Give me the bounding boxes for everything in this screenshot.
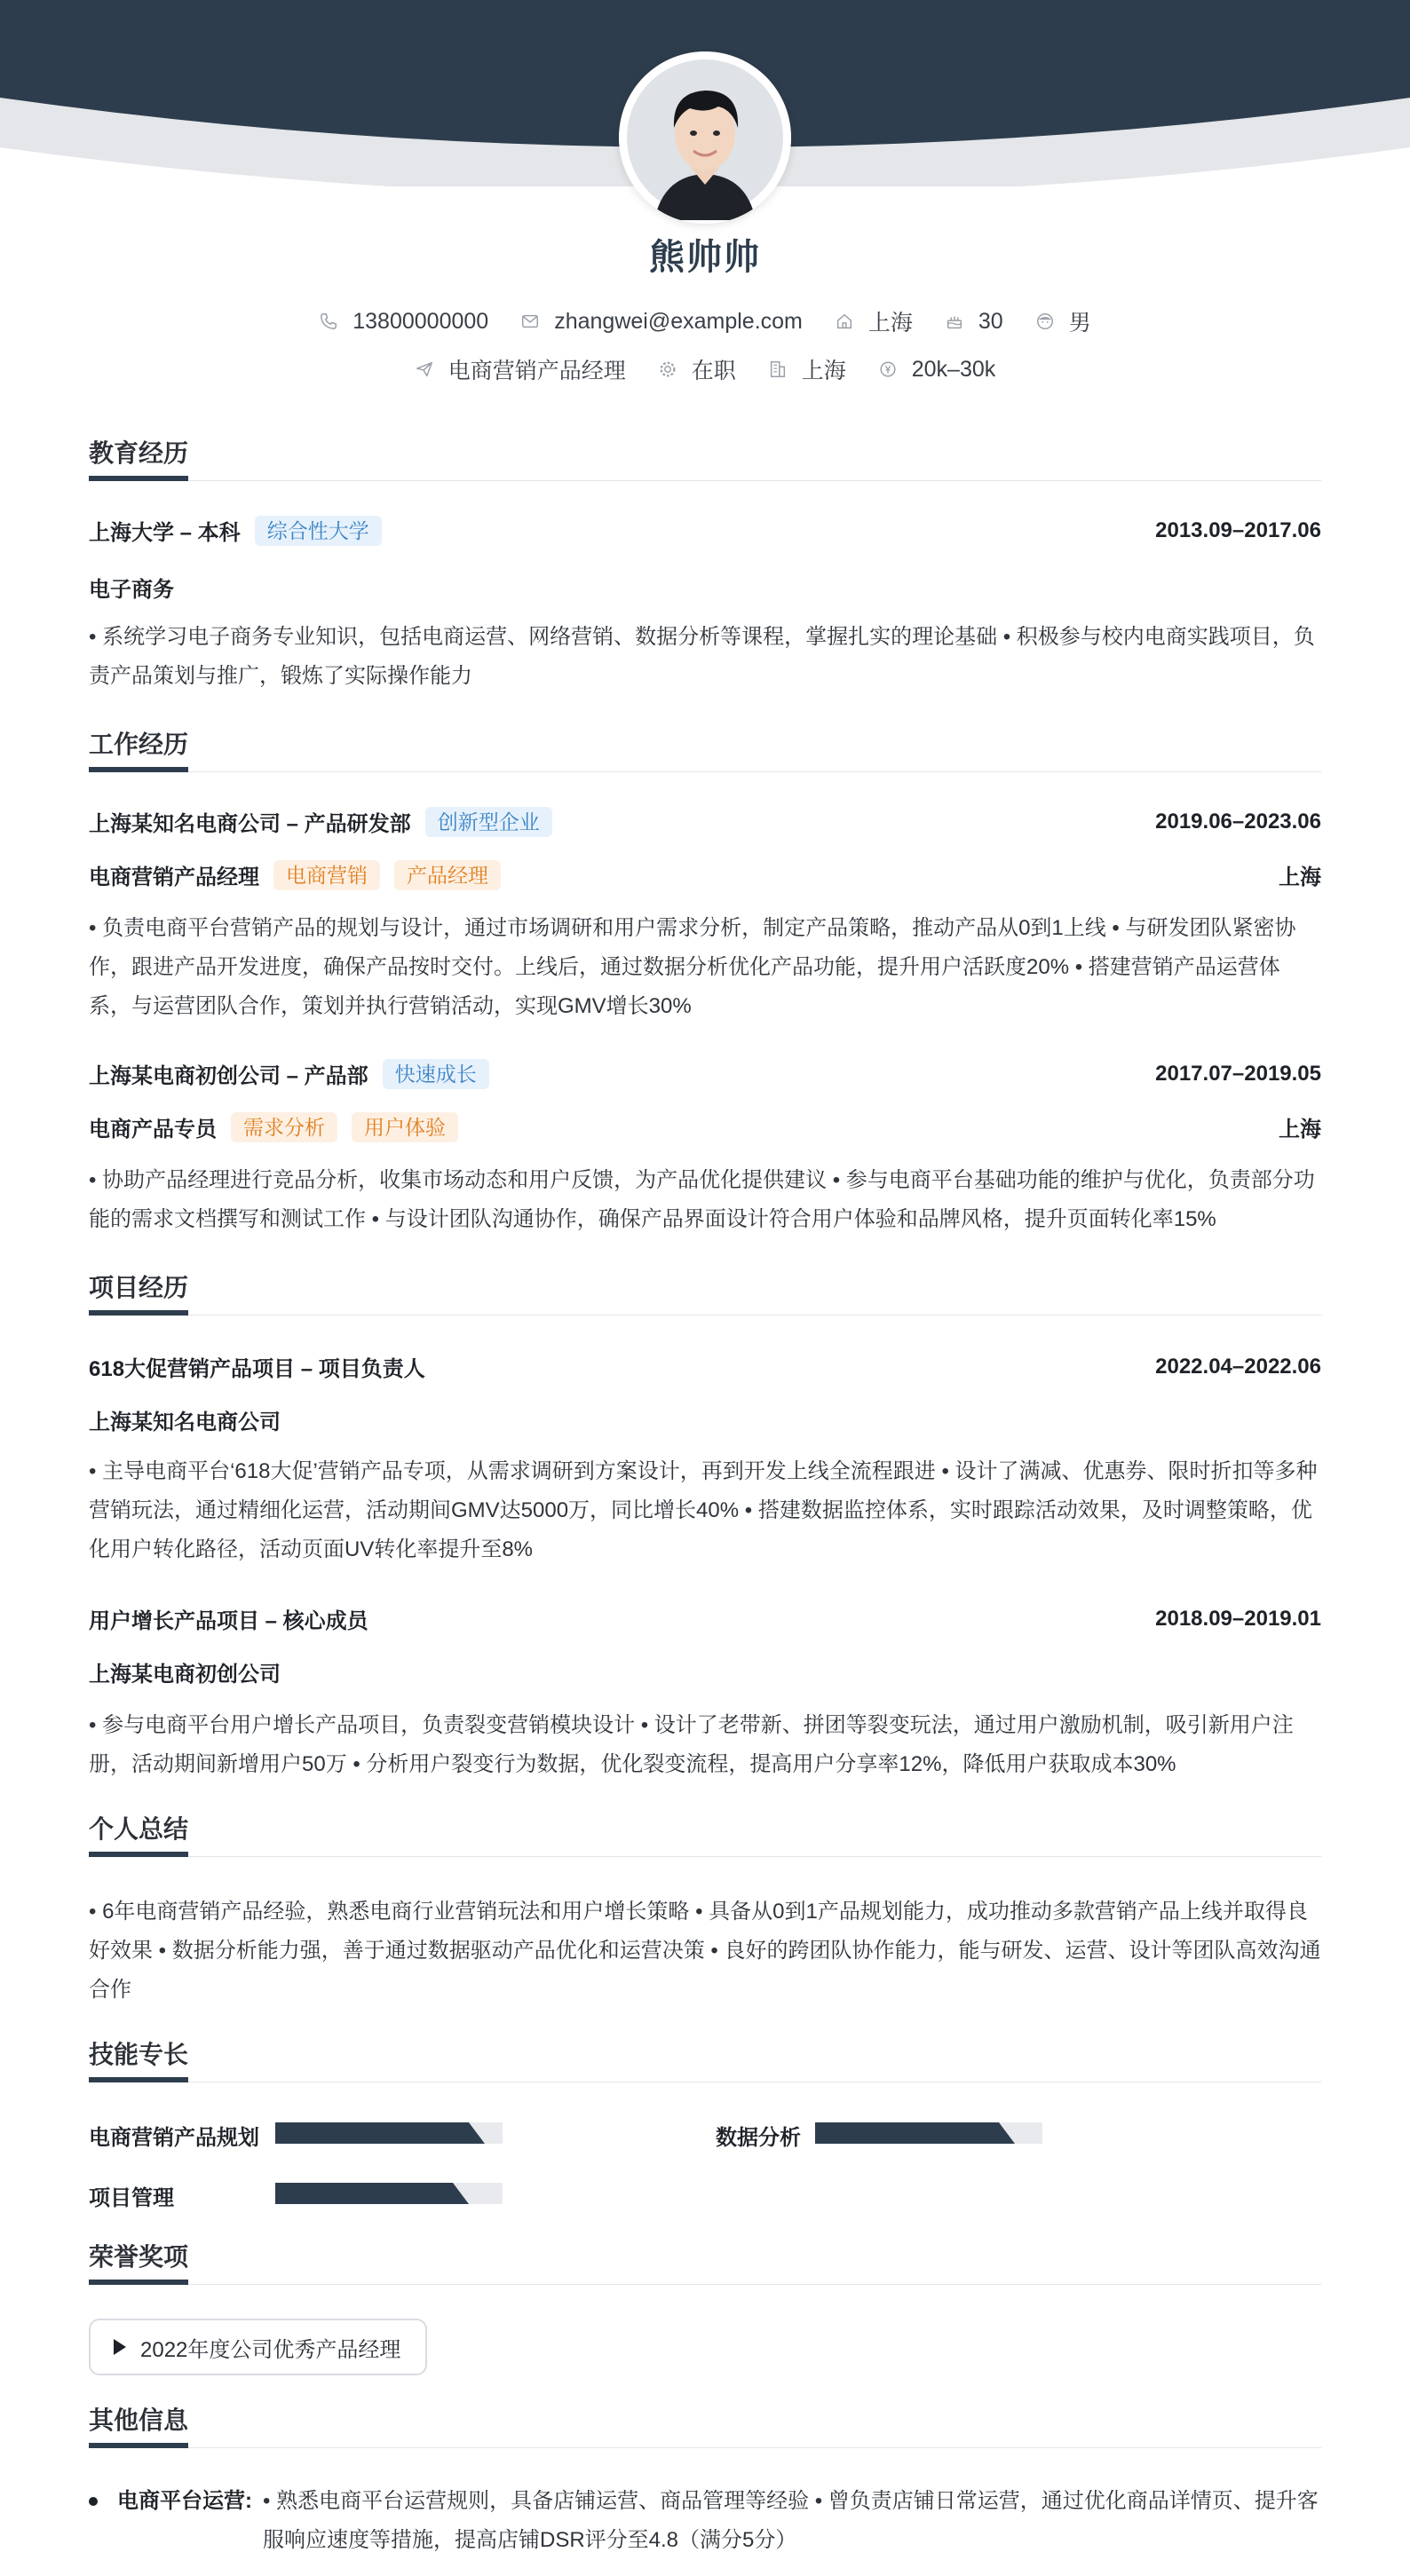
phone-text: 13800000000	[352, 308, 489, 334]
section-title: 项目经历	[89, 1273, 188, 1316]
company-name: 上海某知名电商公司 – 产品研发部	[89, 812, 411, 836]
section-title: 工作经历	[89, 730, 188, 772]
salary-item	[878, 357, 996, 383]
work-item-header	[89, 1058, 1321, 1089]
skill-bar	[815, 2122, 1042, 2144]
skill-name: 电商营销产品规划	[89, 2126, 259, 2150]
education-description: • 系统学习电子商务专业知识，包括电商运营、网络营销、数据分析等课程，掌握扎实的理论基础 • 积极参与校内电商实践项目，负责产品策划与推广，锻炼了实际操作能力	[89, 625, 1315, 688]
email-item	[520, 309, 803, 335]
company-name: 上海某电商初创公司 – 产品部	[89, 1064, 368, 1088]
project-name: 618大促营销产品项目 – 项目负责人	[89, 1357, 425, 1381]
summary-text: • 6年电商营销产品经验，熟悉电商行业营销玩法和用户增长策略 • 具备从0到1产品规划能力，成功推动多款营销产品上线并取得良好效果 • 数据分析能力强，善于通过数据驱动产品优化和运营决策 • 良好的跨团队协作能力，能与研发、运营、设计等团队高效沟通合作	[89, 1900, 1321, 2002]
work-location: 上海	[1279, 1118, 1321, 1142]
role-tag: 电商营销	[273, 860, 380, 890]
gear-icon	[658, 360, 677, 379]
skill-name: 项目管理	[89, 2186, 174, 2210]
section-education	[89, 439, 1321, 481]
work-item-header	[89, 806, 1321, 837]
age-text: 30	[978, 308, 1003, 334]
caret-right-icon	[114, 2339, 126, 2355]
work-period: 2017.07–2019.05	[1155, 1061, 1321, 1086]
section-title: 技能专长	[89, 2040, 188, 2082]
section-title: 教育经历	[89, 439, 188, 481]
skill-bar-graphic	[275, 2183, 503, 2204]
target-position-text: 电商营销产品经理	[448, 359, 626, 383]
skill-bar	[275, 2183, 503, 2204]
other-info-text: • 熟悉电商平台运营规则，具备店铺运营、商品管理等经验 • 曾负责店铺日常运营，通过优化商品详情页、提升客服响应速度等措施，提高店铺DSR评分至4.8（满分5分）	[263, 2489, 1319, 2552]
city-text: 上海	[867, 311, 913, 336]
school-name: 上海大学 – 本科	[89, 521, 241, 545]
person-face-icon	[1035, 312, 1055, 331]
project-period: 2022.04–2022.06	[1155, 1354, 1321, 1379]
work-location: 上海	[1279, 865, 1321, 889]
city-item	[835, 305, 913, 337]
education-item-header	[89, 515, 1321, 546]
role-tag: 用户体验	[352, 1112, 458, 1142]
work-period: 2019.06–2023.06	[1155, 809, 1321, 834]
mail-icon	[520, 312, 540, 331]
project-period: 2018.09–2019.01	[1155, 1606, 1321, 1631]
age-item	[945, 309, 1003, 335]
skill-bar	[275, 2122, 503, 2144]
salary-text: 20k–30k	[911, 356, 996, 382]
company-tag: 创新型企业	[425, 807, 552, 837]
company-tag: 快速成长	[383, 1059, 489, 1089]
award-text: 2022年度公司优秀产品经理	[140, 2337, 401, 2362]
section-title: 其他信息	[89, 2406, 188, 2448]
section-title: 个人总结	[89, 1814, 188, 1857]
target-city-text: 上海	[801, 359, 846, 383]
section-projects	[89, 1273, 1321, 1316]
target-position-item	[415, 353, 626, 385]
major: 电子商务	[89, 578, 174, 602]
section-skills	[89, 2040, 1321, 2082]
coin-icon	[878, 360, 898, 379]
role-tag: 需求分析	[231, 1112, 337, 1142]
building-icon	[768, 360, 788, 379]
target-city-item	[768, 353, 846, 385]
avatar	[619, 51, 791, 224]
section-work	[89, 730, 1321, 772]
work-description: • 协助产品经理进行竞品分析，收集市场动态和用户反馈，为产品优化提供建议 • 参与电商平台基础功能的维护与优化，负责部分功能的需求文档撰写和测试工作 • 与设计团队沟通协作，确保产品界面设计符合用户体验和品牌风格，提升页面转化率15%	[89, 1168, 1315, 1231]
contact-info-row	[0, 305, 1410, 337]
skill-bar-graphic	[815, 2122, 1042, 2144]
job-title: 电商产品专员	[89, 1118, 217, 1142]
project-item-header	[89, 1603, 1321, 1634]
role-tag: 产品经理	[394, 860, 501, 890]
job-intention-row	[0, 353, 1410, 385]
project-name: 用户增长产品项目 – 核心成员	[89, 1609, 368, 1633]
project-description: • 主导电商平台‘618大促’营销产品专项，从需求调研到方案设计，再到开发上线全流程跟进 • 设计了满减、优惠券、限时折扣等多种营销玩法，通过精细化运营，活动期间GMV达5000万，同比增长40% • 搭建数据监控体系，实时跟踪活动效果，及时调整策略，优化用户转化路径，活动页面UV转化率提升至8%	[89, 1459, 1318, 1561]
work-item-role	[89, 859, 1321, 890]
paper-plane-icon	[415, 360, 434, 379]
work-item-role	[89, 1111, 1321, 1142]
project-org: 上海某知名电商公司	[89, 1410, 281, 1434]
candidate-name: 熊帅帅	[649, 238, 761, 277]
work-description: • 负责电商平台营销产品的规划与设计，通过市场调研和用户需求分析，制定产品策略，推动产品从0到1上线 • 与研发团队紧密协作，跟进产品开发进度，确保产品按时交付。上线后，通过数据分析优化产品功能，提升用户活跃度20% • 搭建营销产品运营体系，与运营团队合作，策划并执行营销活动，实现GMV增长30%	[89, 916, 1296, 1018]
section-summary	[89, 1814, 1321, 1857]
section-awards	[89, 2242, 1321, 2285]
section-other	[89, 2406, 1321, 2448]
home-icon	[835, 312, 854, 331]
phone-item	[319, 309, 488, 335]
other-info-label: 电商平台运营:	[117, 2489, 252, 2513]
gender-text: 男	[1068, 311, 1091, 336]
skill-bar-fill	[815, 2122, 1015, 2144]
project-description: • 参与电商平台用户增长产品项目，负责裂变营销模块设计 • 设计了老带新、拼团等裂变玩法，通过用户激励机制，吸引新用户注册，活动期间新增用户50万 • 分析用户裂变行为数据，优化裂变流程，提高用户分享率12%，降低用户获取成本30%	[89, 1713, 1294, 1776]
skill-name: 数据分析	[716, 2126, 801, 2150]
status-text: 在职	[691, 359, 736, 383]
skill-bar-fill	[275, 2122, 485, 2144]
status-item	[658, 353, 736, 385]
skill-bar-graphic	[275, 2122, 503, 2144]
skill-bar-fill	[275, 2183, 469, 2204]
bullet-dot	[89, 2497, 98, 2506]
phone-icon	[319, 312, 338, 331]
project-org: 上海某电商初创公司	[89, 1663, 281, 1687]
job-title: 电商营销产品经理	[89, 865, 259, 889]
section-title: 荣誉奖项	[89, 2242, 188, 2285]
education-period: 2013.09–2017.06	[1155, 518, 1321, 542]
cake-icon	[945, 312, 964, 331]
award-item[interactable]	[89, 2319, 427, 2375]
gender-item	[1035, 305, 1091, 337]
project-item-header	[89, 1351, 1321, 1382]
school-tag: 综合性大学	[255, 516, 382, 546]
email-text: zhangwei@example.com	[554, 308, 803, 334]
